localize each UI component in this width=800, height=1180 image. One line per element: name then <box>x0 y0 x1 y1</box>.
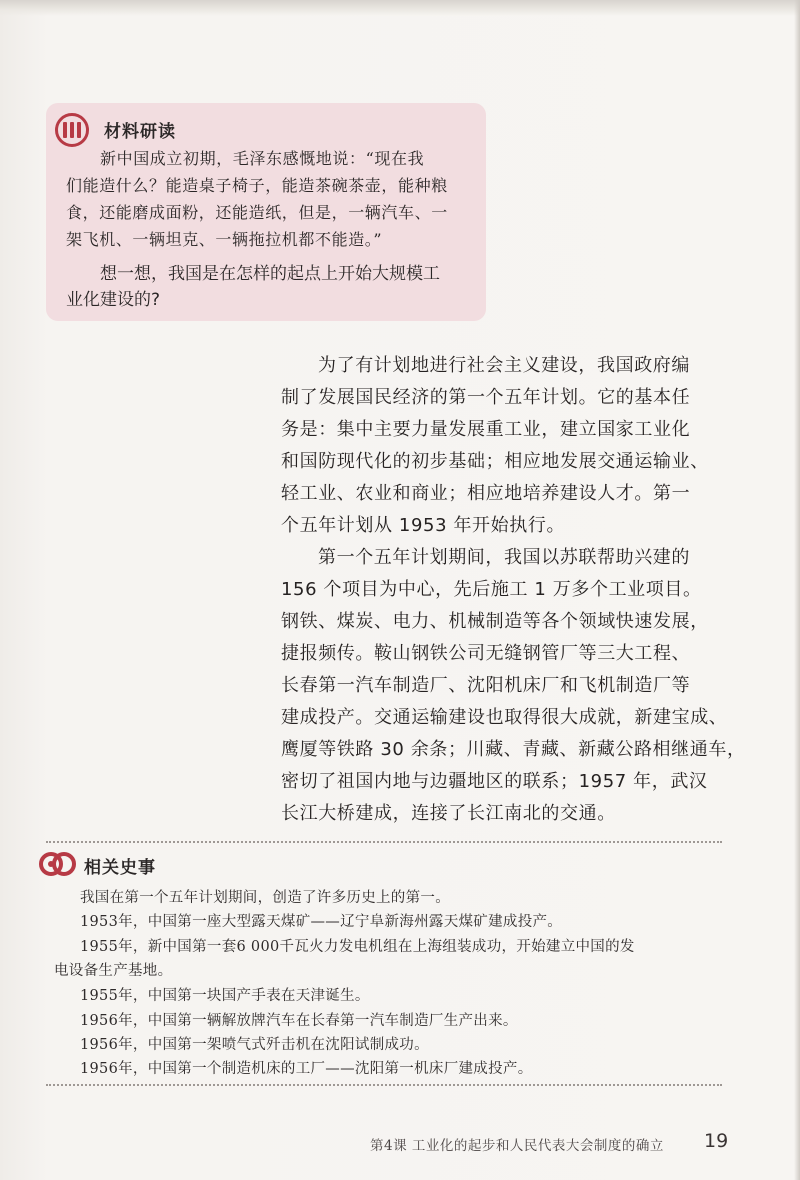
material-line: 们能造什么？能造桌子椅子，能造茶碗茶壶，能种粮 <box>66 176 448 195</box>
body-paragraph-line: 钢铁、煤炭、电力、机械制造等各个领域快速发展， <box>281 611 709 632</box>
page-number: 19 <box>704 1130 729 1152</box>
related-history-line: 1955年，中国第一块国产手表在天津诞生。 <box>80 988 370 1004</box>
body-paragraph-line: 第一个五年计划期间，我国以苏联帮助兴建的 <box>318 547 690 568</box>
body-paragraph-line: 密切了祖国内地与边疆地区的联系；1957 年，武汉 <box>281 771 708 792</box>
related-history-line: 1953年，中国第一座大型露天煤矿——辽宁阜新海州露天煤矿建成投产。 <box>80 914 563 930</box>
think-question-line: 想一想，我国是在怎样的起点上开始大规模工 <box>100 264 440 284</box>
body-paragraph-line: 长春第一汽车制造厂、沈阳机床厂和飞机制造厂等 <box>281 675 691 696</box>
section-divider <box>46 841 722 843</box>
section-divider <box>46 1084 722 1086</box>
related-history-line: 1956年，中国第一辆解放牌汽车在长春第一汽车制造厂生产出来。 <box>80 1013 518 1029</box>
page-top-edge <box>0 0 800 16</box>
material-line: 新中国成立初期，毛泽东感慨地说：“现在我 <box>100 149 425 168</box>
material-line: 架飞机、一辆坦克、一辆拖拉机都不能造。” <box>66 230 383 249</box>
body-paragraph-line: 捷报频传。鞍山钢铁公司无缝钢管厂等三大工程、 <box>281 643 691 664</box>
material-line: 食，还能磨成面粉，还能造纸，但是，一辆汽车、一 <box>66 203 448 222</box>
page-right-edge <box>794 0 800 1180</box>
running-footer: 第4课 工业化的起步和人民代表大会制度的确立 <box>370 1138 664 1154</box>
body-paragraph-line: 鹰厦等铁路 30 余条；川藏、青藏、新藏公路相继通车， <box>281 739 746 760</box>
related-history-line: 1956年，中国第一个制造机床的工厂——沈阳第一机床厂建成投产。 <box>80 1061 533 1077</box>
related-history-line: 1955年，新中国第一套6 000千瓦火力发电机组在上海组装成功，开始建立中国的发 <box>80 939 635 955</box>
related-history-line: 1956年，中国第一架喷气式歼击机在沈阳试制成功。 <box>80 1037 429 1053</box>
related-history-line: 电设备生产基地。 <box>54 963 173 979</box>
related-history-icon <box>38 846 78 882</box>
body-paragraph-line: 156 个项目为中心，先后施工 1 万多个工业项目。 <box>281 579 702 600</box>
related-history-line: 我国在第一个五年计划期间，创造了许多历史上的第一。 <box>80 890 450 906</box>
body-paragraph-line: 长江大桥建成，连接了长江南北的交通。 <box>281 803 616 824</box>
material-reading-icon <box>55 113 89 147</box>
body-paragraph-line: 建成投产。交通运输建设也取得很大成就，新建宝成、 <box>281 707 728 728</box>
body-paragraph-line: 个五年计划从 1953 年开始执行。 <box>281 515 566 536</box>
related-history-title: 相关史事 <box>84 858 156 878</box>
body-paragraph-line: 务是：集中主要力量发展重工业，建立国家工业化 <box>281 419 691 440</box>
body-paragraph-line: 轻工业、农业和商业；相应地培养建设人才。第一 <box>281 483 691 504</box>
think-question-line: 业化建设的? <box>66 290 161 310</box>
body-paragraph-line: 和国防现代化的初步基础；相应地发展交通运输业、 <box>281 451 709 472</box>
body-paragraph-line: 制了发展国民经济的第一个五年计划。它的基本任 <box>281 387 691 408</box>
body-paragraph-line: 为了有计划地进行社会主义建设，我国政府编 <box>318 355 690 376</box>
material-reading-title: 材料研读 <box>104 122 176 142</box>
